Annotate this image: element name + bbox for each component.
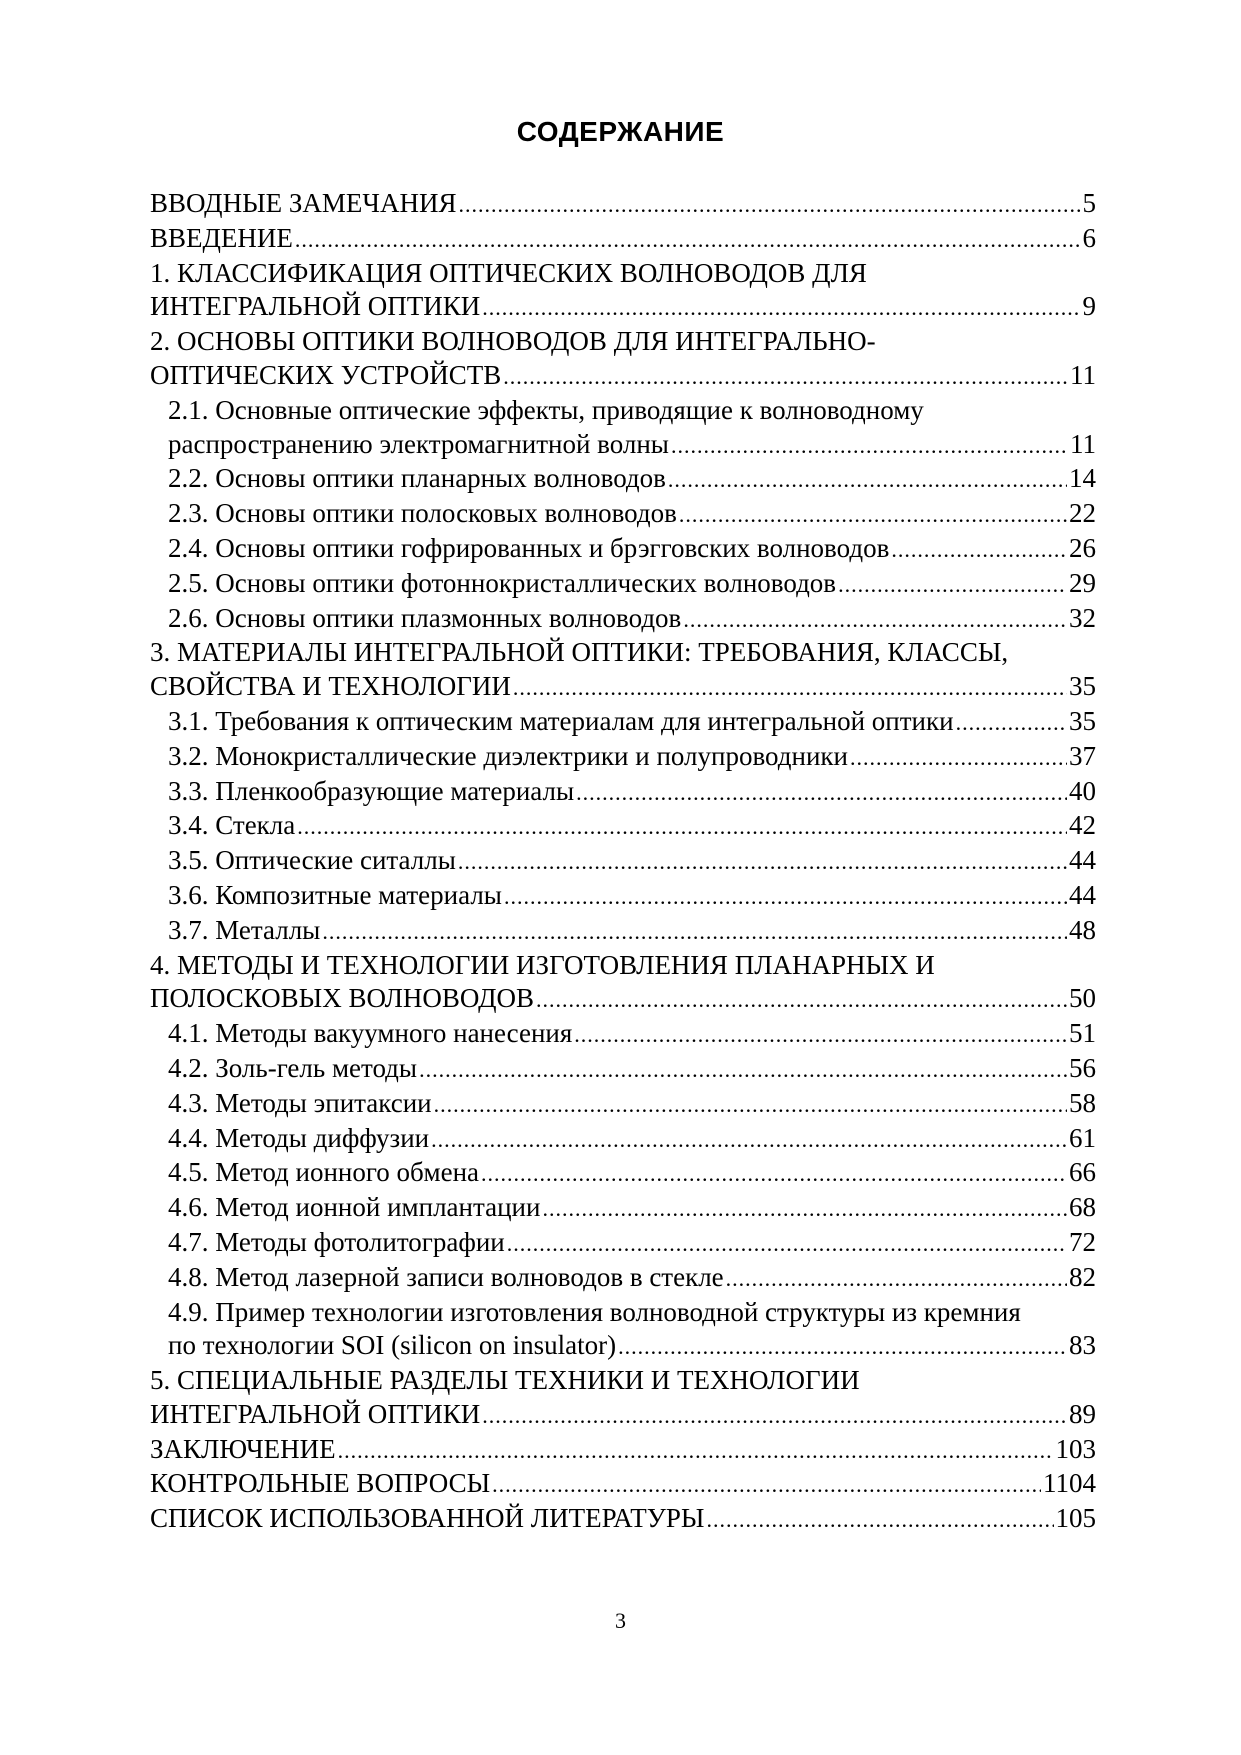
toc-leader-dots bbox=[338, 1433, 1054, 1468]
toc-entry-title: 3.3. Пленкообразующие материалы bbox=[168, 775, 575, 806]
toc-leader-dots bbox=[542, 1191, 1067, 1226]
toc-entry-title-line2: распространению электромагнитной волны bbox=[168, 428, 669, 459]
toc-entry[interactable] bbox=[150, 532, 1096, 567]
toc-entry-page: 50 bbox=[1069, 983, 1096, 1014]
toc-entry[interactable] bbox=[150, 879, 1096, 914]
toc-entry[interactable] bbox=[150, 1364, 1096, 1433]
toc-entry[interactable] bbox=[150, 187, 1096, 222]
toc-leader-dots bbox=[536, 982, 1067, 1017]
toc-entry-page: 5 bbox=[1082, 188, 1096, 218]
toc-entry-page: 44 bbox=[1069, 879, 1096, 910]
toc-leader-dots bbox=[434, 1087, 1067, 1122]
toc-entry-page: 26 bbox=[1069, 532, 1096, 563]
toc-leader-dots bbox=[838, 567, 1067, 602]
toc-entry-page: 35 bbox=[1069, 671, 1096, 702]
toc-entry[interactable] bbox=[150, 1052, 1096, 1087]
toc-entry-page: 105 bbox=[1055, 1503, 1096, 1534]
toc-entry-title-line2: по технологии SOI (silicon on insulator) bbox=[168, 1330, 617, 1361]
toc-entry-title: 2.5. Основы оптики фотоннокристаллических волноводов bbox=[168, 567, 837, 598]
toc-entry-title: ВВЕДЕНИЕ bbox=[150, 222, 293, 253]
toc-leader-dots bbox=[706, 1502, 1053, 1537]
toc-entry-page: 29 bbox=[1069, 567, 1096, 598]
toc-entry-title: 4.1. Методы вакуумного нанесения bbox=[168, 1018, 573, 1049]
toc-leader-dots bbox=[513, 670, 1067, 705]
toc-entry-title-line2: ПОЛОСКОВЫХ ВОЛНОВОДОВ bbox=[150, 983, 534, 1014]
toc-leader-dots bbox=[850, 740, 1067, 775]
toc-leader-dots bbox=[574, 1017, 1067, 1052]
toc-entry-title: 4.3. Методы эпитаксии bbox=[168, 1087, 432, 1118]
toc-leader-dots bbox=[504, 879, 1067, 914]
toc-entry-page: 35 bbox=[1069, 705, 1096, 736]
toc-entry[interactable] bbox=[150, 462, 1096, 497]
toc-entry-page: 14 bbox=[1069, 463, 1096, 494]
toc-entry-title-line1: 4.9. Пример технологии изготовления волноводной структуры из кремния bbox=[168, 1296, 1021, 1327]
toc-entry-title-line2: ИНТЕГРАЛЬНОЙ ОПТИКИ bbox=[150, 291, 481, 322]
toc-entry-title: 3.6. Композитные материалы bbox=[168, 879, 502, 910]
toc-entry[interactable] bbox=[150, 1226, 1096, 1261]
toc-entry-page: 83 bbox=[1069, 1330, 1096, 1361]
toc-entry-page: 11 bbox=[1070, 359, 1096, 390]
toc-leader-dots bbox=[576, 775, 1067, 810]
toc-entry-page: 58 bbox=[1069, 1087, 1096, 1118]
toc-leader-dots bbox=[891, 532, 1067, 567]
toc-entry[interactable] bbox=[150, 636, 1096, 705]
toc-leader-dots bbox=[956, 705, 1067, 740]
toc-leader-dots bbox=[492, 1467, 1041, 1502]
toc-entry[interactable] bbox=[150, 809, 1096, 844]
toc-entry-page: 42 bbox=[1069, 810, 1096, 841]
toc-entry[interactable] bbox=[150, 567, 1096, 602]
toc-entry-title-line1: 5. СПЕЦИАЛЬНЫЕ РАЗДЕЛЫ ТЕХНИКИ И ТЕХНОЛОГИИ bbox=[150, 1365, 860, 1396]
toc-entry-page: 48 bbox=[1069, 914, 1096, 945]
toc-entry[interactable] bbox=[150, 1156, 1096, 1191]
toc-entry-page: 40 bbox=[1069, 775, 1096, 806]
toc-entry-title: 3.5. Оптические ситаллы bbox=[168, 845, 456, 876]
toc-entry-title: 2.2. Основы оптики планарных волноводов bbox=[168, 463, 666, 494]
toc-entry-title: 3.7. Металлы bbox=[168, 914, 321, 945]
toc-entry[interactable] bbox=[150, 1017, 1096, 1052]
toc-leader-dots bbox=[419, 1052, 1067, 1087]
toc-leader-dots bbox=[482, 1398, 1067, 1433]
toc-entry-page: 51 bbox=[1069, 1018, 1096, 1049]
toc-entry-page: 61 bbox=[1069, 1122, 1096, 1153]
toc-entry-title-line1: 2.1. Основные оптические эффекты, приводящие к волноводному bbox=[168, 394, 924, 425]
toc-entry-page: 11 bbox=[1070, 428, 1096, 459]
toc-leader-dots bbox=[322, 914, 1067, 949]
toc-entry-title-line1: 4. МЕТОДЫ И ТЕХНОЛОГИИ ИЗГОТОВЛЕНИЯ ПЛАНАРНЫХ И bbox=[150, 949, 935, 980]
toc-entry[interactable] bbox=[150, 497, 1096, 532]
toc-leader-dots bbox=[503, 359, 1068, 394]
toc-entry-title-line2: ИНТЕГРАЛЬНОЙ ОПТИКИ bbox=[150, 1398, 481, 1429]
toc-entry[interactable] bbox=[150, 1122, 1096, 1157]
toc-leader-dots bbox=[458, 844, 1067, 879]
toc-entry-page: 22 bbox=[1069, 498, 1096, 529]
toc-entry[interactable] bbox=[150, 325, 1096, 394]
toc-entry-title: 3.2. Монокристаллические диэлектрики и полупроводники bbox=[168, 740, 848, 771]
toc-entry-title: 4.8. Метод лазерной записи волноводов в стекле bbox=[168, 1261, 724, 1292]
toc-leader-dots bbox=[481, 1156, 1067, 1191]
toc-entry[interactable] bbox=[150, 914, 1096, 949]
toc-entry-page: 68 bbox=[1069, 1192, 1096, 1223]
toc-leader-dots bbox=[683, 602, 1067, 637]
toc-entry-title: ВВОДНЫЕ ЗАМЕЧАНИЯ bbox=[150, 188, 457, 218]
toc-entry-page: 103 bbox=[1055, 1433, 1096, 1464]
toc-entry[interactable] bbox=[150, 1467, 1096, 1502]
toc-entry[interactable] bbox=[150, 740, 1096, 775]
toc-entry[interactable] bbox=[150, 1502, 1096, 1537]
toc-entry[interactable] bbox=[150, 602, 1096, 637]
toc-entry[interactable] bbox=[150, 1433, 1096, 1468]
toc-entry-title: 4.7. Методы фотолитографии bbox=[168, 1226, 505, 1257]
toc-leader-dots bbox=[668, 462, 1067, 497]
toc-entry-page: 66 bbox=[1069, 1157, 1096, 1188]
toc-entry-page: 6 bbox=[1082, 222, 1096, 253]
toc-entry-page: 44 bbox=[1069, 845, 1096, 876]
toc-leader-dots bbox=[671, 428, 1068, 463]
toc-entry-title-line1: 2. ОСНОВЫ ОПТИКИ ВОЛНОВОДОВ ДЛЯ ИНТЕГРАЛЬНО- bbox=[150, 326, 876, 357]
toc-entry-title: 3.4. Стекла bbox=[168, 810, 296, 841]
toc-entry-page: 89 bbox=[1069, 1398, 1096, 1429]
toc-leader-dots bbox=[295, 222, 1081, 257]
toc-entry[interactable] bbox=[150, 1087, 1096, 1122]
toc-entry-page: 72 bbox=[1069, 1226, 1096, 1257]
toc-entry[interactable] bbox=[150, 705, 1096, 740]
toc-entry[interactable] bbox=[150, 222, 1096, 257]
toc-entry[interactable] bbox=[150, 775, 1096, 810]
toc-entry-title: 4.2. Золь-гель методы bbox=[168, 1052, 418, 1083]
toc-entry[interactable] bbox=[150, 1191, 1096, 1226]
toc-entry[interactable] bbox=[150, 844, 1096, 879]
toc-leader-dots bbox=[482, 290, 1080, 325]
toc-entry-title-line1: 3. МАТЕРИАЛЫ ИНТЕГРАЛЬНОЙ ОПТИКИ: ТРЕБОВАНИЯ, КЛАССЫ, bbox=[150, 637, 1009, 668]
toc-entry-page: 1104 bbox=[1043, 1468, 1096, 1499]
toc-entry[interactable] bbox=[150, 257, 1096, 326]
page-number: 3 bbox=[615, 1608, 626, 1633]
toc-entry[interactable] bbox=[150, 1261, 1096, 1296]
toc-leader-dots bbox=[507, 1226, 1067, 1261]
page-title: СОДЕРЖАНИЕ bbox=[516, 116, 725, 147]
toc-entry-title: 4.4. Методы диффузии bbox=[168, 1122, 430, 1153]
toc-leader-dots bbox=[431, 1122, 1067, 1157]
toc-entry-title: 2.3. Основы оптики полосковых волноводов bbox=[168, 498, 677, 529]
toc-leader-dots bbox=[458, 187, 1080, 222]
toc-entry-title: 4.5. Метод ионного обмена bbox=[168, 1157, 480, 1188]
toc-leader-dots bbox=[726, 1261, 1067, 1296]
toc-entry-page: 37 bbox=[1069, 740, 1096, 771]
toc-entry[interactable] bbox=[150, 949, 1096, 1018]
toc-entry-title: КОНТРОЛЬНЫЕ ВОПРОСЫ bbox=[150, 1468, 491, 1499]
toc-entry-page: 9 bbox=[1082, 291, 1096, 322]
toc-entry-title-line2: ОПТИЧЕСКИХ УСТРОЙСТВ bbox=[150, 359, 502, 390]
toc-entry-title-line1: 1. КЛАССИФИКАЦИЯ ОПТИЧЕСКИХ ВОЛНОВОДОВ ДЛЯ bbox=[150, 257, 867, 288]
toc-entry-title: СПИСОК ИСПОЛЬЗОВАННОЙ ЛИТЕРАТУРЫ bbox=[150, 1503, 705, 1534]
toc-entry-title: 4.6. Метод ионной имплантации bbox=[168, 1192, 541, 1223]
toc-leader-dots bbox=[297, 809, 1067, 844]
table-of-contents bbox=[150, 187, 1096, 1537]
toc-entry-page: 56 bbox=[1069, 1052, 1096, 1083]
toc-entry-page: 32 bbox=[1069, 602, 1096, 633]
toc-leader-dots bbox=[679, 497, 1067, 532]
toc-leader-dots bbox=[618, 1329, 1067, 1364]
toc-entry-title-line2: СВОЙСТВА И ТЕХНОЛОГИИ bbox=[150, 671, 511, 702]
toc-entry-page: 82 bbox=[1069, 1261, 1096, 1292]
toc-entry-title: 2.4. Основы оптики гофрированных и брэгговских волноводов bbox=[168, 532, 890, 563]
toc-entry-title: 2.6. Основы оптики плазмонных волноводов bbox=[168, 602, 682, 633]
toc-entry-title: 3.1. Требования к оптическим материалам для интегральной оптики bbox=[168, 705, 954, 736]
toc-entry[interactable] bbox=[150, 394, 1096, 463]
toc-entry[interactable] bbox=[150, 1296, 1096, 1365]
toc-entry-title: ЗАКЛЮЧЕНИЕ bbox=[150, 1433, 336, 1464]
